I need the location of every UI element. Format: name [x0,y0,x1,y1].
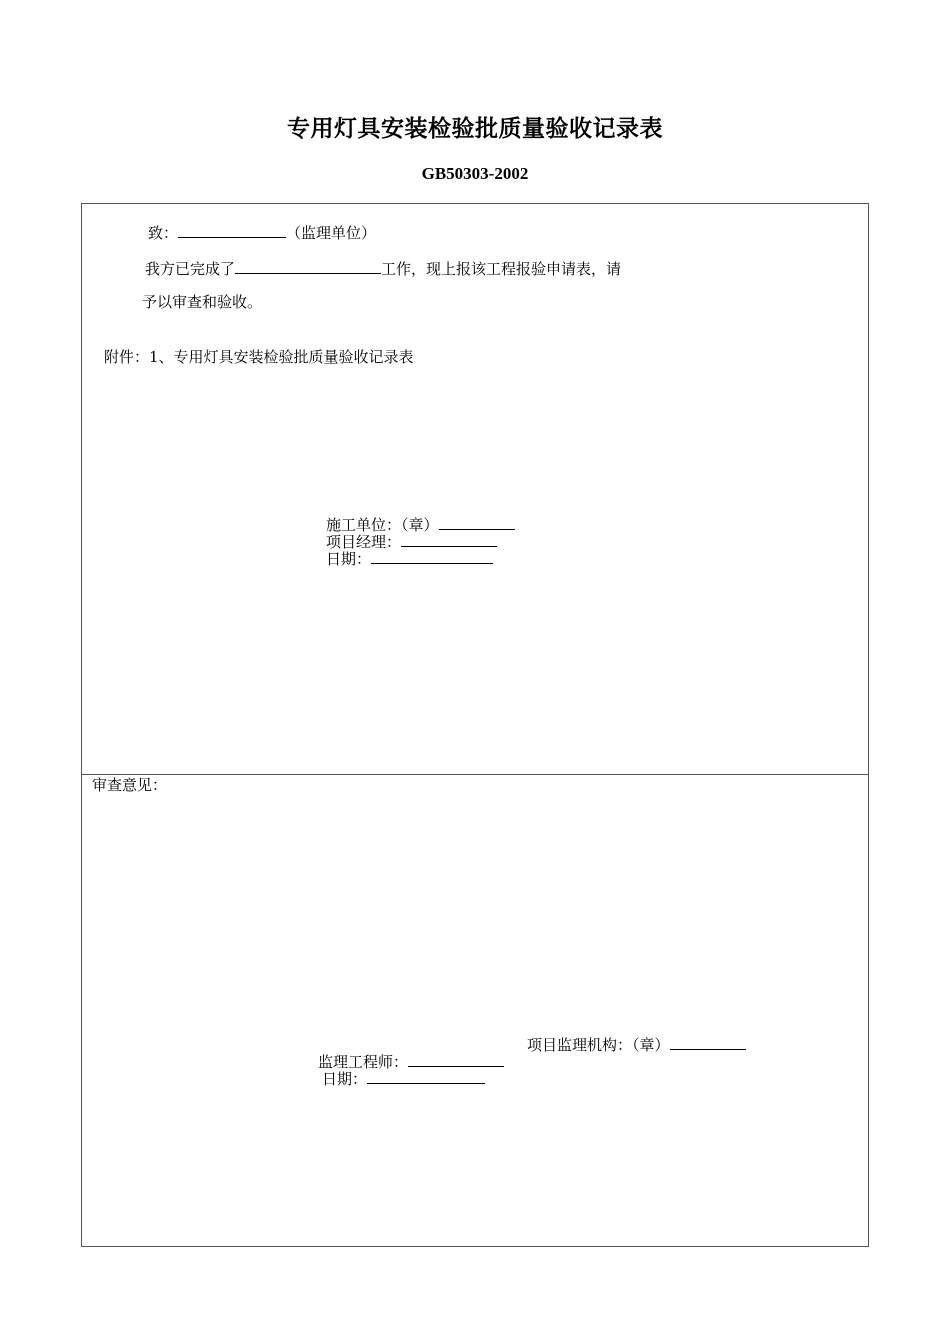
work-name-blank[interactable] [235,258,381,274]
review-opinion-label: 审查意见： [92,776,168,794]
contractor-seal-blank[interactable] [439,514,515,530]
supervisor-unit-suffix: （监理单位） [286,224,377,242]
body-suffix: 工作，现上报该工程报验申请表，请 [381,260,622,278]
contractor-label: 施工单位：（章） [326,516,439,534]
application-date-line [326,548,493,568]
body-line-1 [145,258,621,278]
standard-code: GB50303-2002 [421,164,529,183]
review-date-label: 日期： [322,1070,368,1088]
review-date-blank[interactable] [367,1068,485,1084]
supervision-seal-blank[interactable] [670,1034,746,1050]
engineer-label: 监理工程师： [318,1053,409,1071]
engineer-blank[interactable] [408,1051,504,1067]
section-divider [81,774,869,775]
supervision-org-line [527,1034,746,1054]
body-prefix: 我方已完成了 [145,260,236,278]
to-label: 致： [148,224,179,242]
attachment-line: 附件：1、专用灯具安装检验批质量验收记录表 [104,348,414,366]
application-date-label: 日期： [326,550,372,568]
manager-blank[interactable] [401,531,497,547]
review-date-line [322,1068,485,1088]
application-date-blank[interactable] [371,548,493,564]
supervisor-unit-blank[interactable] [178,222,286,238]
manager-label: 项目经理： [326,533,402,551]
addressee-line [148,222,376,242]
document-title: 专用灯具安装检验批质量验收记录表 [287,116,663,142]
body-line-2: 予以审查和验收。 [142,293,263,311]
supervision-org-label: 项目监理机构：（章） [527,1036,670,1054]
